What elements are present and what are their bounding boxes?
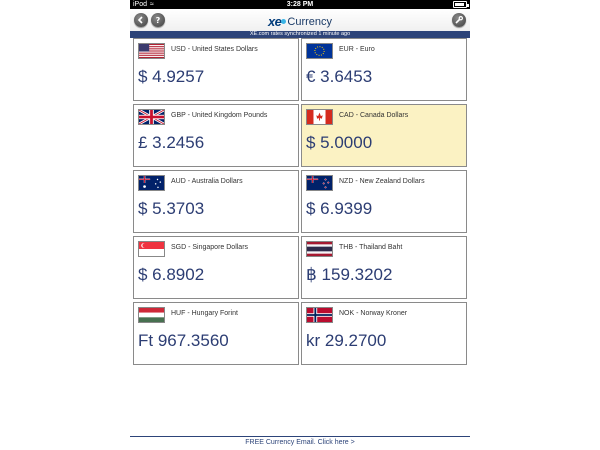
currency-card-thb[interactable]: [301, 236, 467, 299]
currency-name: THB - Thailand Baht: [339, 244, 403, 251]
svg-text:?: ?: [155, 16, 161, 25]
currency-card-cad[interactable]: [301, 104, 467, 167]
currency-value: $ 5.3703: [138, 199, 205, 218]
currency-value: $ 5.0000: [306, 133, 373, 152]
currency-card-usd[interactable]: [133, 38, 299, 101]
currency-value: € 3.6453: [306, 67, 373, 86]
logo-word: Currency: [287, 15, 333, 28]
xe-currency-logo: [130, 13, 470, 29]
norway-flag-icon: [306, 307, 333, 323]
currency-value: £ 3.2456: [138, 133, 205, 152]
currency-name: GBP - United Kingdom Pounds: [171, 112, 268, 119]
wrench-icon: [454, 15, 464, 25]
currency-name: CAD - Canada Dollars: [339, 112, 409, 119]
currency-card-nok[interactable]: [301, 302, 467, 365]
thailand-flag-icon: [306, 241, 333, 257]
currency-card-huf[interactable]: [133, 302, 299, 365]
us-flag-icon: [138, 43, 165, 59]
currency-value: Ft 967.3560: [138, 331, 229, 350]
australia-flag-icon: [138, 175, 165, 191]
currency-card-aud[interactable]: [133, 170, 299, 233]
currency-name: NZD - New Zealand Dollars: [339, 178, 425, 185]
currency-name: SGD - Singapore Dollars: [171, 244, 249, 251]
wifi-icon: ≈: [150, 1, 154, 8]
logo-dot-icon: [281, 19, 286, 24]
clock: 3:28 PM: [286, 1, 314, 8]
currency-name: HUF - Hungary Forint: [171, 310, 238, 317]
eu-flag-icon: [306, 43, 333, 59]
currency-name: USD - United States Dollars: [171, 46, 258, 53]
app-header: [130, 9, 470, 31]
settings-button[interactable]: [452, 13, 466, 27]
hungary-flag-icon: [138, 307, 165, 323]
carrier-label: iPod: [133, 1, 148, 8]
currency-card-eur[interactable]: [301, 38, 467, 101]
status-bar: [130, 0, 470, 9]
uk-flag-icon: [138, 109, 165, 125]
currency-value: kr 29.2700: [306, 331, 387, 350]
currency-name: EUR - Euro: [339, 46, 375, 53]
currency-value: $ 4.9257: [138, 67, 205, 86]
sync-status-bar: XE.com rates synchronized 1 minute ago: [130, 31, 470, 38]
free-email-link[interactable]: FREE Currency Email. Click here >: [245, 439, 355, 446]
singapore-flag-icon: [138, 241, 165, 257]
footer-divider: [130, 436, 470, 437]
currency-value: $ 6.9399: [306, 199, 373, 218]
logo-mark: xe: [267, 14, 282, 30]
new-zealand-flag-icon: [306, 175, 333, 191]
currency-name: AUD - Australia Dollars: [171, 178, 243, 185]
currency-value: ฿ 159.3202: [306, 265, 393, 284]
currency-card-gbp[interactable]: [133, 104, 299, 167]
currency-value: $ 6.8902: [138, 265, 205, 284]
currency-card-nzd[interactable]: [301, 170, 467, 233]
canada-flag-icon: [306, 109, 333, 125]
currency-name: NOK - Norway Kroner: [339, 310, 408, 317]
currency-card-sgd[interactable]: [133, 236, 299, 299]
battery-icon: [453, 1, 467, 8]
app-screen: [130, 0, 470, 450]
